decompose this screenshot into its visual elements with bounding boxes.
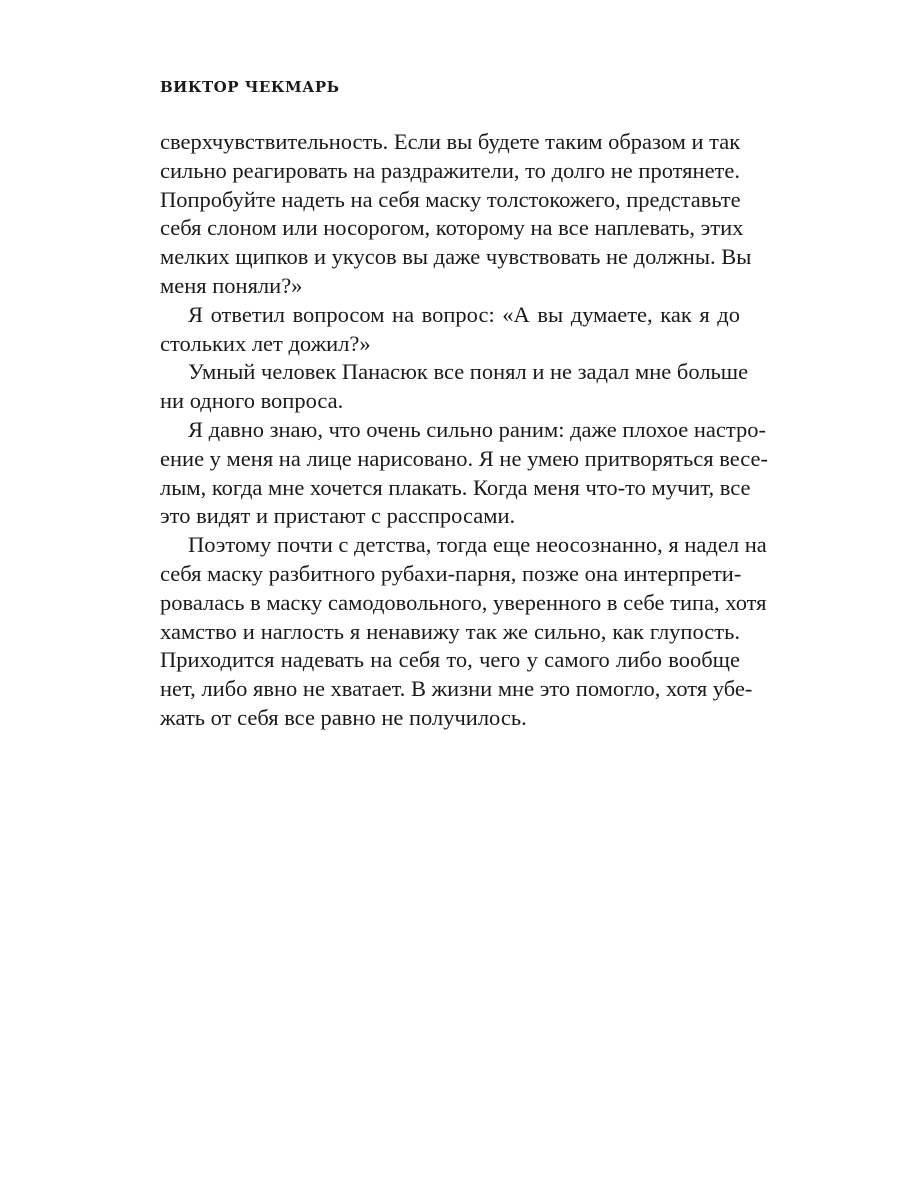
text-line: Поэтому почти с детства, тогда еще неосознанно, я надел на (188, 532, 767, 558)
text-line: ровалась в маску самодовольного, уверенного в себе типа, хотя (160, 589, 767, 615)
text-line: себя маску разбитного рубахи-парня, позже она интерпрети- (160, 560, 742, 586)
text-line: стольких лет дожил?» (160, 330, 371, 356)
text-line: мелких щипков и укусов вы даже чувствовать не должны. Вы (160, 244, 752, 270)
text-line: Я давно знаю, что очень сильно раним: даже плохое настро- (188, 416, 766, 442)
text-line: меня поняли?» (160, 272, 303, 298)
text-line: Умный человек Панасюк все понял и не задал мне больше (188, 359, 749, 385)
text-line: ни одного вопроса. (160, 388, 344, 414)
text-line: Приходится надевать на себя то, чего у самого либо вообще (160, 647, 740, 673)
text-line: нет, либо явно не хватает. В жизни мне это помогло, хотя убе- (160, 676, 753, 702)
paragraph-3 (160, 358, 749, 416)
text-line: ение у меня на лице нарисовано. Я не умею притворяться весе- (160, 445, 768, 471)
text-line: жать от себя все равно не получилось. (160, 704, 527, 730)
paragraph-5 (160, 531, 767, 733)
text-line: это видят и пристают с расспросами. (160, 503, 516, 529)
paragraph-1 (160, 128, 752, 301)
text-line: сверхчувствительность. Если вы будете таким образом и так (160, 129, 741, 154)
text-line: лым, когда мне хочется плакать. Когда меня что-то мучит, все (160, 474, 751, 500)
text-line: Попробуйте надеть на себя маску толстокожего, представьте (160, 186, 741, 212)
text-line: себя слоном или носорогом, которому на все наплевать, этих (160, 215, 744, 241)
body-text (160, 128, 768, 733)
paragraph-4 (160, 416, 768, 531)
text-line: хамство и наглость я ненавижу так же сильно, как глупость. (160, 618, 740, 644)
paragraph-2 (160, 301, 740, 359)
text-line: сильно реагировать на раздражители, то долго не протянете. (160, 157, 740, 183)
running-head: ВИКТОР ЧЕКМАРЬ (160, 78, 340, 96)
text-line: Я ответил вопросом на вопрос: «А вы думаете, как я до (188, 301, 740, 327)
